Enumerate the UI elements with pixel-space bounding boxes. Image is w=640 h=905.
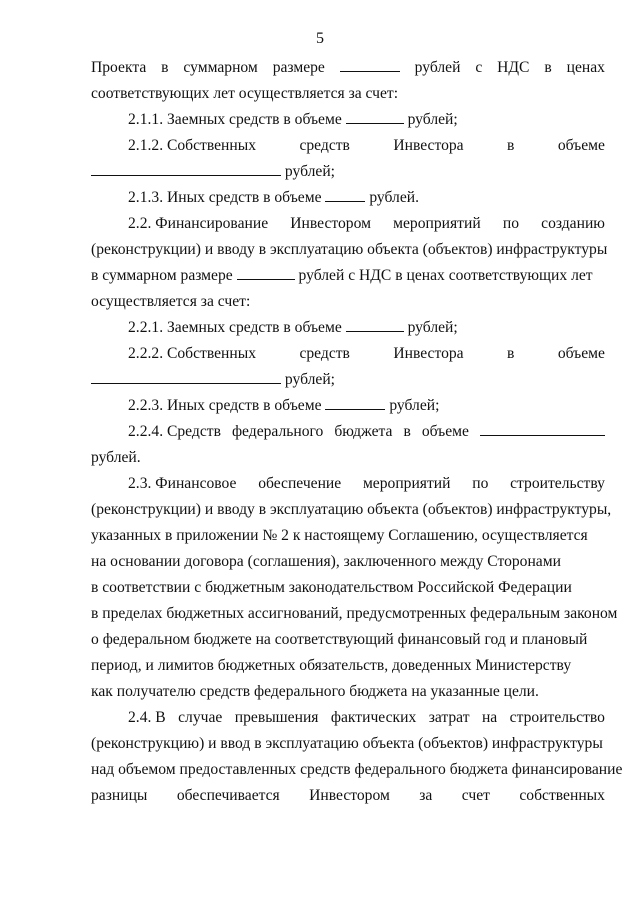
word: Инвестором (290, 215, 371, 232)
fill-blank (340, 57, 400, 72)
word: затрат (428, 709, 470, 726)
fill-blank (91, 369, 281, 384)
text-line: период, и лимитов бюджетных обязательств, доведенных Министерству (91, 657, 572, 674)
clause-text: рублей; (407, 111, 458, 128)
text-line: над объемом предоставленных средств федерального бюджета финансирование (91, 761, 623, 778)
word: Инвестором (309, 787, 390, 804)
word: суммарном (183, 59, 258, 76)
text-line (91, 419, 605, 445)
text-line: как получателю средств федерального бюджета на указанные цели. (91, 683, 539, 700)
clause-text: 2.2.1. Заемных средств в объеме (128, 319, 342, 336)
text-line (91, 211, 605, 237)
text-line: в пределах бюджетных ассигнований, предусмотренных федеральным законом (91, 605, 618, 622)
word: строительству (510, 475, 605, 492)
page-number: 5 (316, 30, 324, 47)
word: размере (272, 59, 325, 76)
word: Проекта (91, 59, 147, 76)
text-line (91, 367, 605, 393)
clause-text: рублей с НДС в ценах соответствующих лет (298, 267, 593, 284)
clause-text: 2.1.1. Заемных средств в объеме (128, 111, 342, 128)
text-line: рублей. (91, 449, 141, 466)
word: Инвестора (393, 345, 464, 362)
word: обеспечивается (176, 787, 280, 804)
text-line (91, 185, 605, 211)
word: в (403, 423, 411, 440)
word: по (502, 215, 519, 232)
word: 2.2. Финансирование (128, 215, 269, 232)
word: бюджета (334, 423, 393, 440)
word: в (544, 59, 552, 76)
text-line: указанных в приложении № 2 к настоящему Соглашению, осуществляется (91, 527, 588, 544)
word: ценах (566, 59, 605, 76)
text-line: в соответствии с бюджетным законодательством Российской Федерации (91, 579, 572, 596)
word: мероприятий (362, 475, 451, 492)
word: 2.3. Финансовое (128, 475, 237, 492)
word: за (419, 787, 433, 804)
word: на (481, 709, 498, 726)
word: в (161, 59, 169, 76)
text-line (91, 341, 605, 367)
document-body (91, 55, 623, 809)
word: фактических (330, 709, 417, 726)
word: объеме (421, 423, 469, 440)
fill-blank (346, 109, 404, 124)
text-line (91, 159, 605, 185)
word: Инвестора (393, 137, 464, 154)
text-line (91, 133, 605, 159)
text-line: осуществляется за счет: (91, 293, 251, 310)
word: случае (178, 709, 223, 726)
word: НДС (497, 59, 530, 76)
word: разницы (91, 787, 148, 804)
word: собственных (519, 787, 605, 804)
text-line: (реконструкцию) и ввод в эксплуатацию объекта (объектов) инфраструктуры (91, 735, 603, 752)
word: с (475, 59, 483, 76)
text-line: соответствующих лет осуществляется за счет: (91, 85, 399, 102)
fill-blank (325, 187, 365, 202)
clause-text: 2.2.3. Иных средств в объеме (128, 397, 322, 414)
fill-blank (91, 161, 281, 176)
clause-text: рублей; (284, 163, 336, 180)
text-line (91, 471, 605, 497)
word: в (507, 137, 515, 154)
text-line (91, 55, 605, 81)
word: рублей (414, 59, 461, 76)
fill-blank (237, 265, 295, 280)
text-line (91, 315, 605, 341)
word: 2.1.2. Собственных (128, 137, 257, 154)
word: строительство (509, 709, 605, 726)
word: 2.2.4. Средств (128, 423, 221, 440)
text-line (91, 263, 605, 289)
clause-text: рублей; (407, 319, 458, 336)
word: 2.4. В (128, 709, 166, 726)
text-line: (реконструкции) и вводу в эксплуатацию объекта (объектов) инфраструктуры (91, 241, 608, 258)
word: объеме (557, 345, 605, 362)
word: счет (461, 787, 490, 804)
word: созданию (541, 215, 605, 232)
word: средств (299, 137, 350, 154)
word: средств (299, 345, 350, 362)
word: мероприятий (393, 215, 481, 232)
text-line: на основании договора (соглашения), заключенного между Сторонами (91, 553, 561, 570)
clause-text: в суммарном размере (91, 267, 233, 284)
fill-blank (480, 421, 605, 436)
word: федерального (231, 423, 324, 440)
text-line: (реконструкции) и вводу в эксплуатацию объекта (объектов) инфраструктуры, (91, 501, 612, 518)
word: 2.2.2. Собственных (128, 345, 257, 362)
text-line (91, 107, 605, 133)
clause-text: рублей. (369, 189, 420, 206)
fill-blank (346, 317, 404, 332)
clause-text: рублей; (284, 371, 336, 388)
word: по (472, 475, 489, 492)
clause-text: 2.1.3. Иных средств в объеме (128, 189, 322, 206)
text-line (91, 705, 605, 731)
fill-blank (325, 395, 385, 410)
text-line (91, 783, 605, 809)
word: в (507, 345, 515, 362)
text-line: о федеральном бюджете на соответствующий финансовый год и плановый (91, 631, 588, 648)
word: обеспечение (258, 475, 342, 492)
word: превышения (234, 709, 319, 726)
clause-text: рублей; (389, 397, 440, 414)
word: объеме (557, 137, 605, 154)
text-line (91, 393, 605, 419)
